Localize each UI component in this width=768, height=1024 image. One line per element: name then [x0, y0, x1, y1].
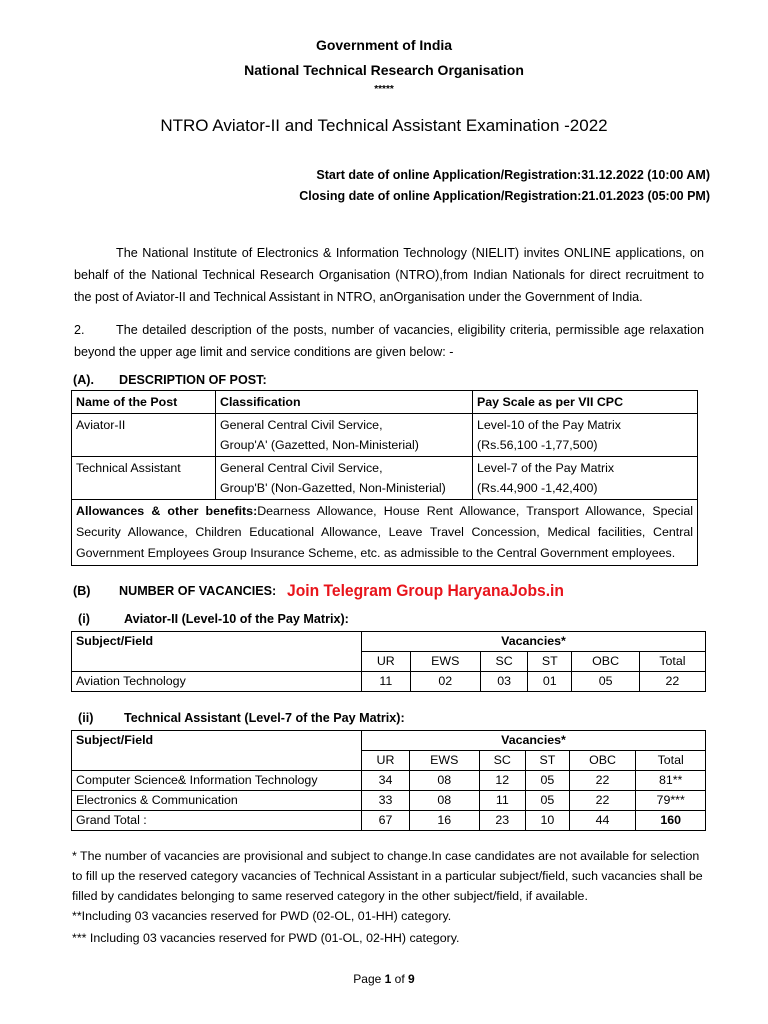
- section-b-title: NUMBER OF VACANCIES:: [119, 584, 277, 598]
- subject-cell: Electronics & Communication: [72, 791, 362, 811]
- allowances-label: Allowances & other benefits:: [76, 504, 258, 518]
- value-cell: 23: [479, 811, 526, 831]
- value-cell: 11: [479, 791, 526, 811]
- col-st: ST: [528, 652, 572, 672]
- value-cell: 44: [569, 811, 636, 831]
- value-cell: 10: [526, 811, 570, 831]
- allowances-row: [72, 500, 698, 566]
- table-ii-title: Technical Assistant (Level-7 of the Pay Matrix):: [124, 711, 405, 725]
- col-ur: UR: [362, 652, 411, 672]
- value-cell: 08: [409, 791, 479, 811]
- col-header-classification: Classification: [216, 391, 473, 414]
- total-pages: 9: [408, 972, 415, 986]
- table-row: [72, 791, 706, 811]
- classification: General Central Civil Service, Group'B' (Non-Gazetted, Non-Ministerial): [216, 457, 473, 500]
- post-name: Technical Assistant: [72, 457, 216, 500]
- closing-date: Closing date of online Application/Registration:21.01.2023 (05:00 PM): [299, 189, 710, 203]
- pay-scale: Level-7 of the Pay Matrix (Rs.44,900 -1,42,400): [473, 457, 698, 500]
- table-row: [72, 414, 698, 457]
- paragraph-2-number: 2.: [74, 323, 85, 337]
- telegram-promo-text: Join Telegram Group HaryanaJobs.in: [287, 581, 564, 600]
- col-sc: SC: [479, 751, 526, 771]
- col-header-post: Name of the Post: [72, 391, 216, 414]
- header-stars: *****: [374, 84, 394, 95]
- col-ews: EWS: [409, 751, 479, 771]
- header-organisation: National Technical Research Organisation: [244, 62, 524, 78]
- exam-title: NTRO Aviator-II and Technical Assistant Examination -2022: [160, 116, 608, 135]
- subject-header: Subject/Field: [72, 632, 362, 672]
- table-row: [72, 771, 706, 791]
- allowances-cell: [72, 500, 698, 566]
- value-cell: 02: [410, 672, 480, 692]
- value-cell: 11: [362, 672, 411, 692]
- aviator-vacancies-table: [71, 631, 706, 692]
- note-provisional: * The number of vacancies are provisional and subject to change.In case candidates are not available for selection to fill up the reserved category vacancies of Technical Assistant in a particular subject/field, such vacancies shall be filled by candidates belonging to same reserved category in the other subject/field, if available.: [72, 849, 703, 903]
- vacancies-header: Vacancies*: [362, 632, 706, 652]
- subject-header: Subject/Field: [72, 731, 362, 771]
- post-name: Aviator-II: [72, 414, 216, 457]
- value-cell: 81**: [636, 771, 706, 791]
- paragraph-2-text: The detailed description of the posts, number of vacancies, eligibility criteria, permissible age relaxation beyond the upper age limit and service conditions are given below: -: [74, 323, 704, 359]
- subject-cell: Grand Total :: [72, 811, 362, 831]
- col-ews: EWS: [410, 652, 480, 672]
- intro-paragraph: [74, 242, 704, 308]
- section-b-label: (B): [73, 584, 91, 598]
- col-obc: OBC: [569, 751, 636, 771]
- technical-assistant-vacancies-table: [71, 730, 706, 831]
- header-government: Government of India: [315, 37, 453, 53]
- col-ur: UR: [362, 751, 410, 771]
- value-cell: 05: [572, 672, 640, 692]
- subject-cell: Computer Science& Information Technology: [72, 771, 362, 791]
- grand-total-value: 160: [636, 811, 706, 831]
- value-cell: 34: [362, 771, 410, 791]
- section-a-label: (A).: [73, 373, 94, 387]
- value-cell: 08: [409, 771, 479, 791]
- value-cell: 33: [362, 791, 410, 811]
- table-row: [72, 672, 706, 692]
- col-obc: OBC: [572, 652, 640, 672]
- allowances-text: Dearness Allowance, House Rent Allowance, Transport Allowance, Special Security Allowance, Children Educational Allowance, Leave Travel Concession, Medical facilities, Central Government Employees Group Insurance Scheme, etc. as admissible to the Central Government employees.: [76, 504, 693, 560]
- table-ii-label: (ii): [78, 711, 94, 725]
- value-cell: 16: [409, 811, 479, 831]
- col-header-pay-scale: Pay Scale as per VII CPC: [473, 391, 698, 414]
- value-cell: 22: [569, 771, 636, 791]
- vacancies-header: Vacancies*: [362, 731, 706, 751]
- page-footer: Page 1 of 9: [353, 972, 415, 986]
- table-header-row: [72, 391, 698, 414]
- post-description-table: [71, 390, 698, 566]
- value-cell: 67: [362, 811, 410, 831]
- value-cell: 05: [526, 791, 570, 811]
- table-i-label: (i): [78, 612, 90, 626]
- col-sc: SC: [481, 652, 528, 672]
- value-cell: 22: [569, 791, 636, 811]
- current-page-number: 1: [384, 972, 392, 986]
- table-i-title: Aviator-II (Level-10 of the Pay Matrix):: [124, 612, 349, 626]
- col-total: Total: [636, 751, 706, 771]
- col-st: ST: [526, 751, 570, 771]
- value-cell: 12: [479, 771, 526, 791]
- note-pwd-ec: *** Including 03 vacancies reserved for PWD (01-OL, 02-HH) category.: [72, 931, 460, 945]
- value-cell: 03: [481, 672, 528, 692]
- subject-cell: Aviation Technology: [72, 672, 362, 692]
- section-a-title: DESCRIPTION OF POST:: [119, 373, 267, 387]
- pay-scale: Level-10 of the Pay Matrix (Rs.56,100 -1,77,500): [473, 414, 698, 457]
- col-total: Total: [639, 652, 705, 672]
- grand-total-row: [72, 811, 706, 831]
- table-row: [72, 457, 698, 500]
- start-date: Start date of online Application/Registration:31.12.2022 (10:00 AM): [316, 168, 710, 182]
- intro-text: The National Institute of Electronics & Information Technology (NIELIT) invites ONLINE applications, on behalf of the National Technical Research Organisation (NTRO),from Indian Nationals for direct recruitment to the post of Aviator-II and Technical Assistant in NTRO, anOrganisation under the Government of India.: [74, 246, 704, 304]
- value-cell: 01: [528, 672, 572, 692]
- value-cell: 05: [526, 771, 570, 791]
- classification: General Central Civil Service, Group'A' (Gazetted, Non-Ministerial): [216, 414, 473, 457]
- value-cell: 22: [639, 672, 705, 692]
- paragraph-2: [74, 319, 704, 363]
- note-pwd-cs: **Including 03 vacancies reserved for PWD (02-OL, 01-HH) category.: [72, 909, 452, 923]
- value-cell: 79***: [636, 791, 706, 811]
